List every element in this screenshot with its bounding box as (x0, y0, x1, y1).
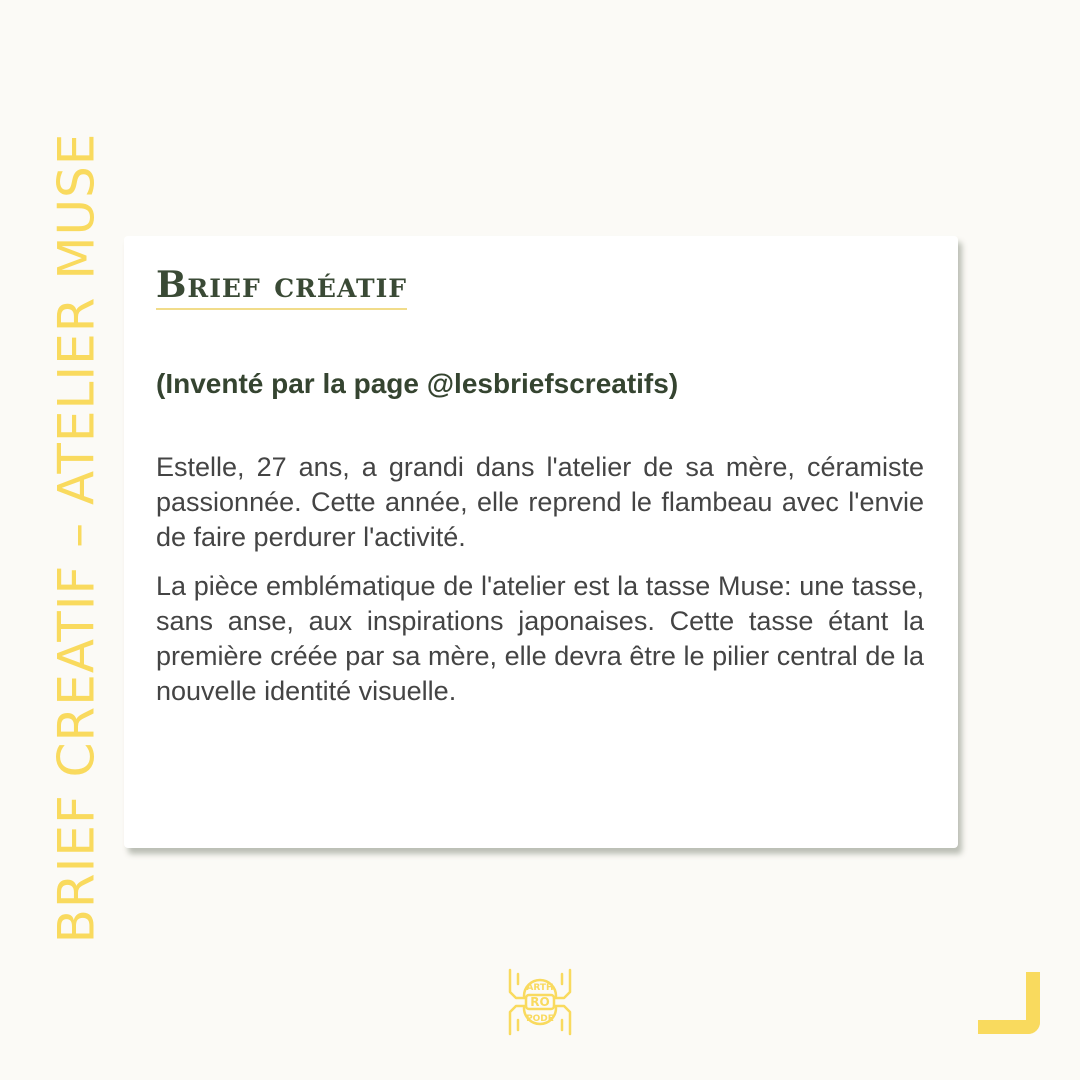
card-title: Brief créatif (156, 266, 407, 310)
arthropode-logo-icon (500, 962, 580, 1042)
side-title-text: BRIEF CREATIF – ATELIER MUSE (47, 132, 106, 943)
logo-text-bottom: PODE (526, 1014, 554, 1024)
body-paragraph-1: Estelle, 27 ans, a grandi dans l'atelier de sa mère, céramiste passionnée. Cette année, elle reprend le flambeau avec l'envie de faire perdurer l'activité. (156, 451, 924, 552)
corner-bracket-icon (978, 972, 1040, 1034)
side-title (46, 70, 106, 1005)
logo-text-top: ARTH (526, 983, 554, 993)
card-subtitle: (Inventé par la page @lesbriefscreatifs) (156, 367, 679, 399)
brief-card (124, 236, 958, 848)
logo-text-middle: RO (530, 995, 550, 1009)
card-body (156, 450, 924, 709)
body-paragraph-2: La pièce emblématique de l'atelier est la tasse Muse: une tasse, sans anse, aux inspirations japonaises. Cette tasse étant la première créée par sa mère, elle devra être le pilier central de la nouvelle identité visuelle. (156, 570, 924, 706)
